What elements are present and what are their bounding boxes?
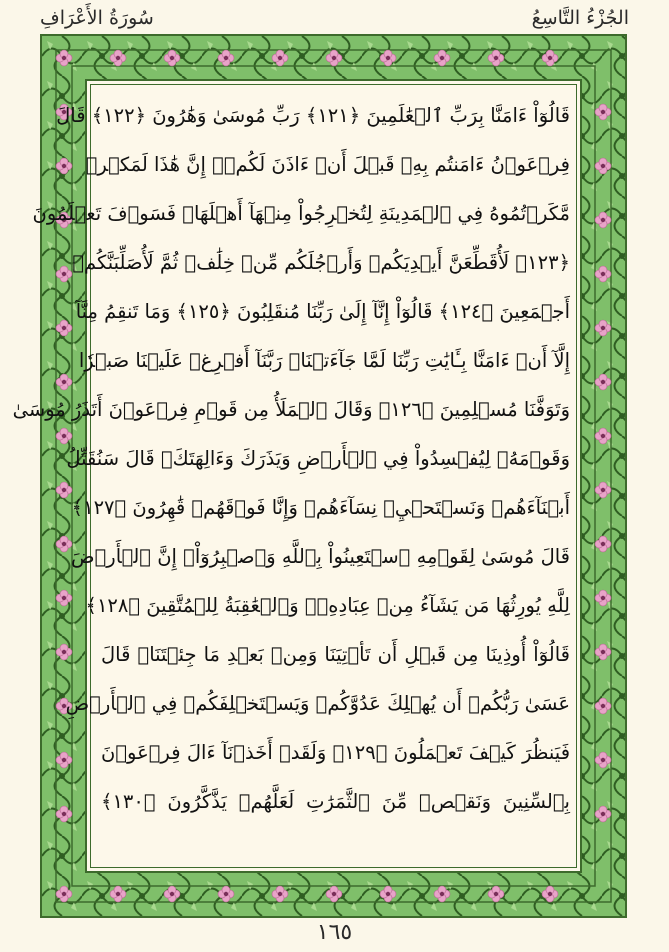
verse-line: فِرۡعَوۡنُ ءَامَنتُم بِهِۦ قَبۡلَ أَنۡ ءَاذَنَ لَكُمۡۖ إِنَّ هَٰذَا لَمَكۡرٞ [85, 153, 570, 176]
verse-line: أَجۡمَعِينَ ﴿١٢٤﴾ قَالُوٓاْ إِنَّآ إِلَىٰ رَبِّنَا مُنقَلِبُونَ ﴿١٢٥﴾ وَمَا تَنقِمُ مِنَّآ [75, 300, 570, 323]
verse-lines [12, 91, 571, 826]
page-border-frame [12, 34, 627, 918]
verse-line: قَالَ مُوسَىٰ لِقَوۡمِهِ ٱسۡتَعِينُواْ بِٱللَّهِ وَٱصۡبِرُوٓاْۖ إِنَّ ٱلۡأَرۡضَ [71, 545, 570, 568]
flower-icon [326, 50, 342, 66]
flower-icon [542, 50, 558, 66]
flower-icon [56, 50, 72, 66]
flower-icon [56, 886, 72, 902]
flower-icon [488, 50, 504, 66]
flower-icon [110, 886, 126, 902]
flower-icon [380, 886, 396, 902]
verse-line: لِلَّهِ يُورِثُهَا مَن يَشَآءُ مِنۡ عِبَادِهِۦۖ وَٱلۡعَٰقِبَةُ لِلۡمُتَّقِينَ ﴿١٢٨﴾ [85, 594, 570, 617]
verse-line: قَالُوٓاْ ءَامَنَّا بِرَبِّ ٱلۡعَٰلَمِينَ ﴿١٢١﴾ رَبِّ مُوسَىٰ وَهَٰرُونَ ﴿١٢٢﴾ قَالَ [56, 104, 570, 127]
flower-icon [218, 886, 234, 902]
flower-icon [595, 644, 611, 660]
flower-icon [542, 886, 558, 902]
flower-icon [595, 104, 611, 120]
flower-icon [595, 698, 611, 714]
verse-line: قَالُوٓاْ أُوذِينَا مِن قَبۡلِ أَن تَأۡتِيَنَا وَمِنۢ بَعۡدِ مَا جِئۡتَنَاۚ قَالَ [101, 643, 570, 666]
flower-icon [56, 320, 72, 336]
flower-icon [56, 752, 72, 768]
flower-icon [595, 806, 611, 822]
verse-line: عَسَىٰ رَبُّكُمۡ أَن يُهۡلِكَ عَدُوَّكُمۡ وَيَسۡتَخۡلِفَكُمۡ فِي ٱلۡأَرۡضِ [65, 692, 570, 715]
surah-header: سُورَةُ الأَعْرَافِ [40, 7, 154, 29]
flower-icon [595, 536, 611, 552]
flower-icon [595, 212, 611, 228]
flower-icon [272, 50, 288, 66]
flower-icon [595, 590, 611, 606]
verse-line: وَقَوۡمَهُۥ لِيُفۡسِدُواْ فِي ٱلۡأَرۡضِ وَيَذَرَكَ وَءَالِهَتَكَۚ قَالَ سَنُقَتِّلُ [66, 447, 570, 470]
flower-icon [218, 50, 234, 66]
flower-icon [434, 886, 450, 902]
verse-line: بِٱلسِّنِينَ وَنَقۡصٖ مِّنَ ٱلثَّمَرَٰتِ لَعَلَّهُمۡ يَذَّكَّرُونَ ﴿١٣٠﴾ [101, 790, 570, 813]
flower-icon [434, 50, 450, 66]
flower-icon [595, 428, 611, 444]
verse-line: فَيَنظُرَ كَيۡفَ تَعۡمَلُونَ ﴿١٢٩﴾ وَلَقَدۡ أَخَذۡنَآ ءَالَ فِرۡعَوۡنَ [101, 741, 571, 764]
verse-line: وَتَوَفَّنَا مُسۡلِمِينَ ﴿١٢٦﴾ وَقَالَ ٱلۡمَلَأُ مِن قَوۡمِ فِرۡعَوۡنَ أَتَذَرُ مُوسَىٰ [12, 398, 570, 421]
flower-icon [56, 158, 72, 174]
page-number: ١٦٥ [316, 920, 353, 945]
text-panel [12, 79, 582, 873]
flower-icon [488, 886, 504, 902]
flower-icon [272, 886, 288, 902]
flower-icon [56, 590, 72, 606]
flower-icon [56, 482, 72, 498]
flower-icon [164, 886, 180, 902]
verse-line: أَبۡنَآءَهُمۡ وَنَسۡتَحۡيِۦ نِسَآءَهُمۡ وَإِنَّا فَوۡقَهُمۡ قَٰهِرُونَ ﴿١٢٧﴾ [71, 496, 570, 519]
flower-icon [164, 50, 180, 66]
flower-icon [595, 482, 611, 498]
flower-icon [595, 374, 611, 390]
flower-icon [56, 644, 72, 660]
flower-icon [56, 536, 72, 552]
verse-line: ﴿١٢٣﴾ لَأُقَطِّعَنَّ أَيۡدِيَكُمۡ وَأَرۡجُلَكُم مِّنۡ خِلَٰفٖ ثُمَّ لَأُصَلِّبَنَّكُمۡ [72, 251, 570, 274]
flower-icon [56, 806, 72, 822]
flower-icon [110, 50, 126, 66]
flower-icon [595, 752, 611, 768]
flower-icon [56, 266, 72, 282]
juz-header: الجُزْءُ التَّاسِعُ [531, 7, 629, 29]
flower-icon [326, 886, 342, 902]
flower-icon [595, 266, 611, 282]
flower-icon [595, 158, 611, 174]
verse-line: مَّكَرۡتُمُوهُ فِي ٱلۡمَدِينَةِ لِتُخۡرِجُواْ مِنۡهَآ أَهۡلَهَاۖ فَسَوۡفَ تَعۡلَمُونَ [32, 202, 570, 225]
verse-line: إِلَّآ أَنۡ ءَامَنَّا بِـَٔايَٰتِ رَبِّنَا لَمَّا جَآءَتۡنَاۚ رَبَّنَآ أَفۡرِغۡ عَلَيۡنَا صَبۡرٗا [78, 349, 570, 372]
flower-icon [595, 320, 611, 336]
flower-icon [380, 50, 396, 66]
